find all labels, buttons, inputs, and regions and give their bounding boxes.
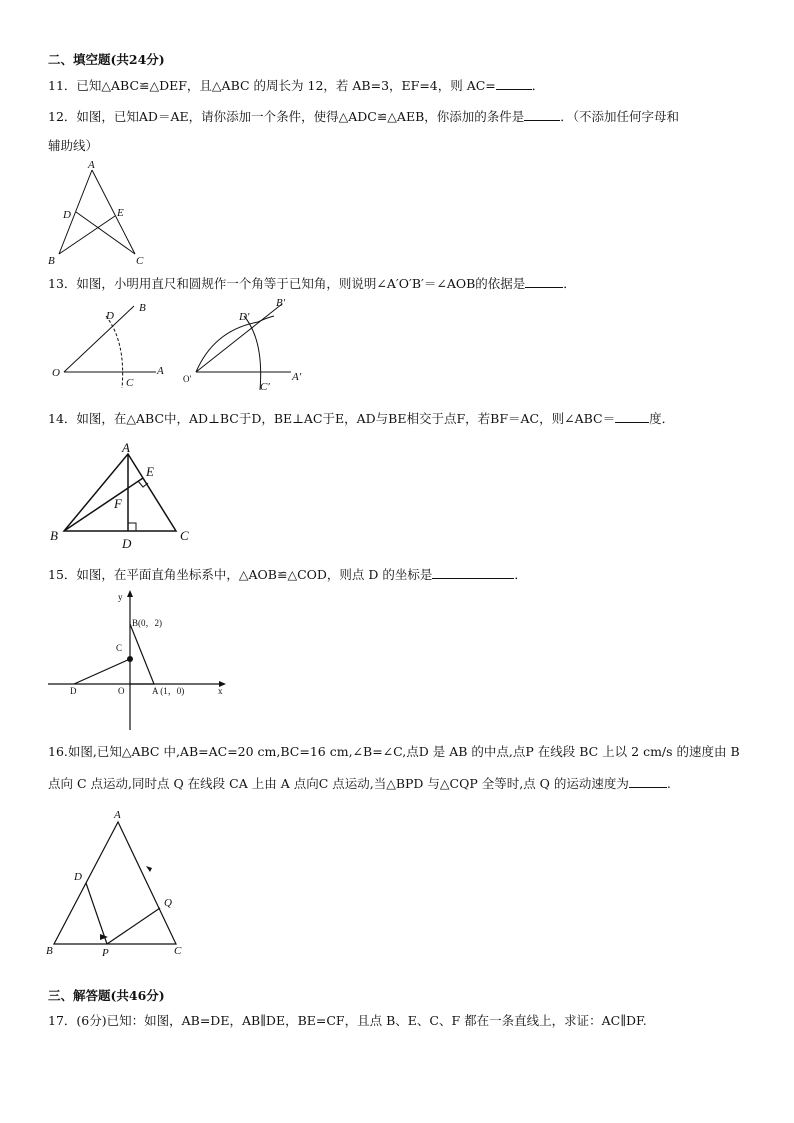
q15-label-d: D [70, 686, 77, 696]
q14-right-angle-e [138, 481, 148, 487]
q15-triangle-cod [74, 659, 130, 684]
q12-label-a: A [88, 159, 95, 171]
q11-answer-blank[interactable] [496, 77, 532, 90]
q15-point-c [127, 656, 133, 662]
q16-figure [44, 806, 194, 959]
q13-arc-left [106, 316, 123, 388]
q12-text-line2: 辅助线） [48, 138, 99, 153]
q15-triangle-aob [130, 624, 154, 684]
q13-label-d: D [106, 310, 114, 322]
q14-label-a: A [122, 440, 130, 455]
q15-label-y: y [118, 592, 123, 602]
q14-answer-blank[interactable] [615, 410, 649, 423]
question-12 [48, 108, 679, 125]
q13-answer-blank[interactable] [525, 275, 563, 288]
q14-label-e: E [146, 464, 154, 479]
q15-figure [44, 588, 244, 738]
q12-label-c: C [136, 255, 144, 267]
question-17: 17．(6分)已知：如图，AB=DE，AB∥DE，BE=CF，且点 B、E、C、F 都在一条直线上，求证：AC∥DF. [48, 1013, 647, 1028]
q16-answer-blank[interactable] [629, 775, 667, 788]
q15-y-arrow [127, 590, 133, 597]
question-15 [48, 566, 527, 583]
q13-label-c: C [126, 377, 134, 389]
q12-text: 12．如图，已知AD＝AE，请你添加一个条件，使得△ADC≌△AEB，你添加的条件是 [48, 109, 525, 124]
q16-label-d: D [74, 871, 82, 883]
q13-ray-ob [64, 306, 134, 372]
question-14 [48, 410, 674, 427]
question-16: 16.如图,已知△ABC 中,AB=AC=20 cm,BC=16 cm,∠B=∠C,点D 是 AB 的中点,点P 在线段 BC 上以 2 cm/s 的速度由 B [48, 744, 740, 759]
question-16-line2 [48, 775, 671, 792]
q11-tail: ． [531, 78, 545, 93]
q13-tail: ． [563, 276, 576, 291]
q12-segment-be [59, 216, 115, 254]
section-2-title: 二、填空题(共24分) [48, 52, 165, 67]
q14-text: 14．如图，在△ABC中，AD⊥BC于D，BE⊥AC于E，AD与BE相交于点F，若BF＝AC，则∠ABC＝ [48, 411, 616, 426]
q15-label-b: B(0，2) [132, 618, 162, 628]
q16-text2: 点向 C 点运动,同时点 Q 在线段 CA 上由 A 点向C 点运动,当△BPD 与△CQP 全等时,点 Q 的运动速度为 [48, 776, 629, 791]
q16-label-b: B [46, 945, 53, 957]
q13-arc-construction [196, 316, 274, 372]
q12-label-b: B [48, 255, 55, 267]
q14-tail: 度． [649, 411, 675, 426]
q12-label-d: D [63, 209, 71, 221]
q13-label-o: O [52, 367, 60, 379]
q11-text: 11．已知△ABC≌△DEF，且△ABC 的周长为 12，若 AB=3，EF=4，则 AC= [48, 78, 496, 93]
section-3-title: 三、解答题(共46分) [48, 988, 165, 1003]
q13-label-o-prime: O′ [183, 374, 192, 384]
q12-answer-blank[interactable] [524, 108, 560, 121]
q15-label-o: O [118, 686, 125, 696]
q14-label-d: D [122, 536, 132, 551]
q12-label-e: E [117, 207, 124, 219]
q16-arrow-aq [146, 866, 152, 872]
q16-tail: . [666, 776, 671, 791]
q14-label-c: C [180, 528, 189, 543]
q16-triangle-abc [54, 822, 176, 944]
q13-label-a-prime: A′ [292, 371, 302, 383]
q14-right-angle-d [128, 523, 136, 531]
q13-label-b: B [139, 302, 146, 314]
q13-label-c-prime: C′ [260, 381, 270, 393]
q16-label-a: A [114, 809, 121, 821]
q15-text: 15．如图，在平面直角坐标系中，△AOB≌△COD，则点 D 的坐标是 [48, 567, 433, 582]
q15-label-c: C [116, 643, 123, 653]
q13-figure [46, 294, 326, 398]
q13-label-b-prime: B′ [276, 297, 286, 309]
q16-segment-pq [107, 908, 160, 944]
q14-label-f: F [114, 496, 122, 511]
q15-label-a: A (1，0) [152, 686, 185, 696]
q12-tail: ．（不添加任何字母和 [560, 109, 680, 124]
q16-label-c: C [174, 945, 182, 957]
q15-tail: ． [514, 567, 527, 582]
q14-figure [44, 438, 214, 554]
q13-text: 13．如图，小明用直尺和圆规作一个角等于已知角，则说明∠A′O′B′＝∠AOB的依据是 [48, 276, 526, 291]
question-13 [48, 275, 576, 292]
q14-label-b: B [50, 528, 58, 543]
question-11 [48, 77, 544, 94]
q12-segment-cd [76, 212, 135, 254]
q16-segment-dp [86, 883, 107, 944]
q12-segment-ac [92, 170, 135, 254]
q16-label-p: P [102, 947, 109, 959]
q16-label-q: Q [164, 897, 172, 909]
q13-label-d-prime: D′ [239, 311, 250, 323]
q15-label-x: x [218, 686, 223, 696]
q13-label-a: A [157, 365, 164, 377]
q12-figure [40, 158, 160, 270]
q15-answer-blank[interactable] [432, 566, 514, 579]
